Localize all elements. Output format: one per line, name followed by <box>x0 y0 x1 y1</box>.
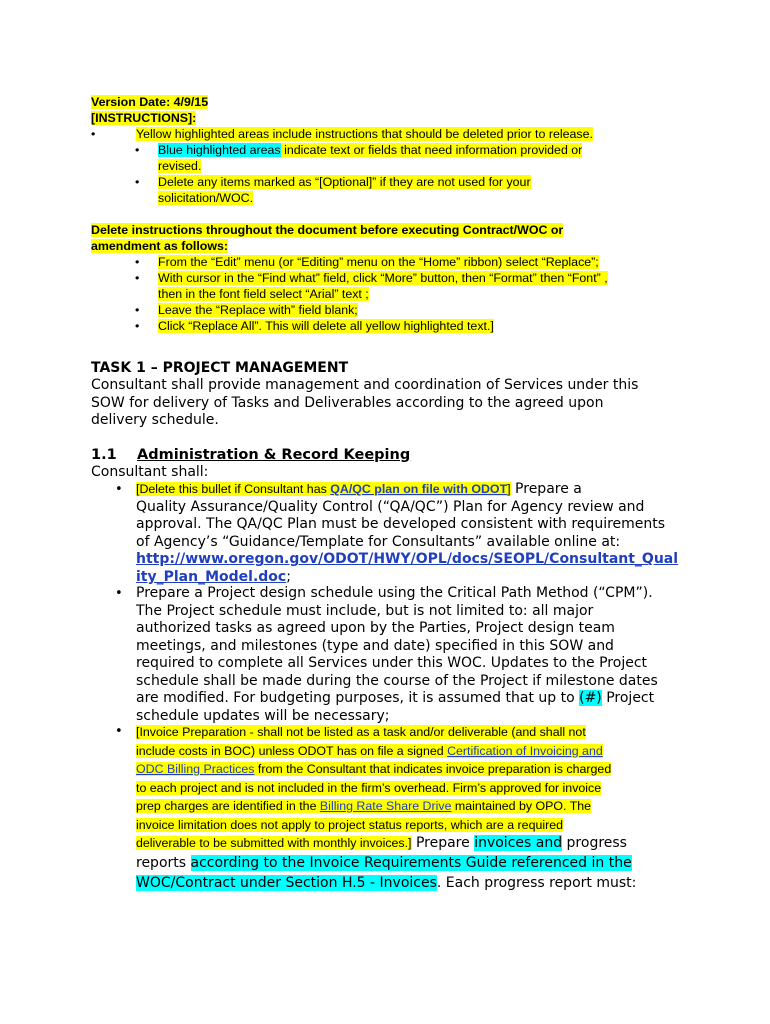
blue-highlight-text: Blue highlighted areas <box>158 143 281 157</box>
bullet-icon: • <box>91 127 96 141</box>
step-item: • With cursor in the “Find what” field, click “More” button, then “Format” then “Font” , <box>135 271 608 285</box>
bullet-icon: • <box>115 586 123 601</box>
bullet-icon: • <box>135 175 140 189</box>
bullet-icon: • <box>135 319 140 333</box>
consultant-quality-plan-link-cont[interactable]: ity_Plan_Model.doc <box>136 568 287 585</box>
bullet-icon: • <box>115 482 123 497</box>
instructions-label: [INSTRUCTIONS]: <box>91 111 197 125</box>
task-description: Consultant shall provide management and coordination of Services under this SOW for delivery of Tasks and Deliverables according to the agreed upon delivery schedule. <box>91 377 639 428</box>
qaqc-plan-link[interactable]: QA/QC plan on file with ODOT <box>330 482 508 496</box>
version-date: Version Date: 4/9/15 <box>91 95 209 109</box>
section-intro: Consultant shall: <box>91 464 209 480</box>
consultant-quality-plan-link[interactable]: http://www.oregon.gov/ODOT/HWY/OPL/docs/SEOPL/Consultant_Qual <box>136 551 679 568</box>
list-item-invoice: • [Invoice Preparation - shall not be listed as a task and/or deliverable (and shall not include costs in BOC) unless ODOT has on file a signed Certification of Invoicing and ODC Billing Practices from the Consultant that indicates invoice preparation is charged to each project and is not included in the firm’s overhead. Firm’s approved for invoice prep charges are identified in the Billing Rate Share Drive maintained by OPO. The invoice limitation does not apply to project status reports, which are a required deliverable to be submitted with monthly invoices.] Prepare invoices and progress reports according to the Invoice Requirements Guide referenced in the WOC/Contract under Section H.5 - Invoices. Each progress report must: <box>115 724 637 891</box>
bullet-icon: • <box>135 143 140 157</box>
section-heading <box>91 446 691 464</box>
bullet-icon: • <box>135 255 140 269</box>
section-number: 1.1 <box>91 447 117 463</box>
update-count-field: (#) <box>579 690 602 706</box>
list-item-qaqc: • [Delete this bullet if Consultant has QA/QC plan on file with ODOT] Prepare a Quality Assurance/Quality Control (“QA/QC”) Plan for Agency review and approval. The QA/QC Plan must be developed consistent with requirements of Agency’s “Guidance/Template for Consultants” available online at: http://www.oregon.gov/ODOT/HWY/OPL/docs/SEOPL/Consultant_Qual ity_Plan_Model.doc; <box>115 481 679 585</box>
instruction-item <box>91 126 691 142</box>
delete-instructions-heading: Delete instructions throughout the document before executing Contract/WOC or <box>91 223 564 237</box>
certification-link-cont[interactable]: ODC Billing Practices <box>136 762 255 776</box>
bullet-icon: • <box>135 271 140 285</box>
step-item: • Leave the “Replace with” field blank; <box>135 303 358 317</box>
billing-rate-share-drive-link[interactable]: Billing Rate Share Drive <box>319 799 452 813</box>
section-title: Administration & Record Keeping <box>137 447 411 463</box>
list-item-schedule: • Prepare a Project design schedule using the Critical Path Method (“CPM”). The Project schedule must include, but is not limited to: all major authorized tasks as agreed upon by the Parties, Project design team meetings, and milestones (type and date) specified in this SOW and required to complete all Services under this WOC. Updates to the Project schedule shall be made during the course of the Project if milestone dates are modified. For budgeting purposes, it is assumed that up to (#) Project schedule updates will be necessary; <box>115 585 658 724</box>
bullet-icon: • <box>135 303 140 317</box>
instructions-block: Version Date: 4/9/15 [INSTRUCTIONS]: • Yellow highlighted areas include instructions that should be deleted prior to release. • Blue highlighted areas indicate text or fields that need information provided or revised. • Delete any items marked as “[Optional]” if they are not used for your solicitation/WOC. Delete instructions throughout the document before executing Contract/WOC or amendment as follows: • From the “Edit” menu (or “Editing” menu on the “Home” ribbon) select “Replace”; • With cursor in the “Find what” field, click “More” button, then “Format” then “Font” , then in the font field select “Arial” text ; • Leave the “Replace with” field blank; • Click “Replace All”. This will delete all yellow highlighted text.] <box>91 94 691 334</box>
step-item: • Click “Replace All”. This will delete all yellow highlighted text.] <box>135 319 494 333</box>
certification-link[interactable]: Certification of Invoicing and <box>447 743 603 758</box>
instruction-text: Yellow highlighted areas include instructions that should be deleted prior to release. <box>136 127 593 141</box>
bullet-icon: • <box>115 724 123 739</box>
instruction-item: • Delete any items marked as “[Optional]” if they are not used for your <box>135 175 531 189</box>
step-item: • From the “Edit” menu (or “Editing” menu on the “Home” ribbon) select “Replace”; <box>135 255 599 269</box>
instruction-item: • Blue highlighted areas indicate text or fields that need information provided or <box>135 143 583 157</box>
task-title: TASK 1 – PROJECT MANAGEMENT <box>91 360 349 376</box>
